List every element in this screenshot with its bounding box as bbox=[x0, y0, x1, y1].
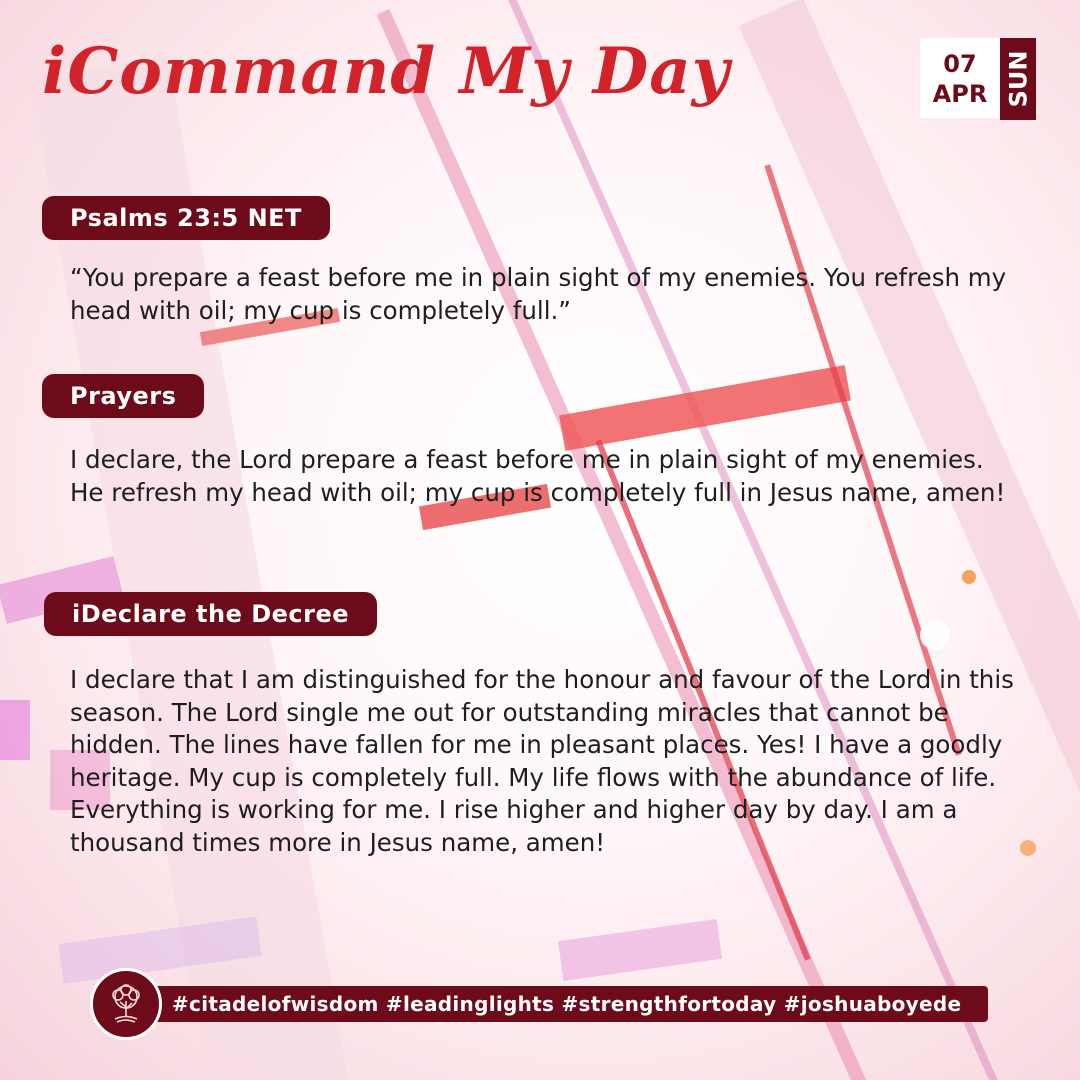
scripture-text: “You prepare a feast before me in plain sight of my enemies. You refresh my head with oil; my cup is completely full.” bbox=[70, 263, 1007, 325]
date-month: APR bbox=[932, 80, 988, 108]
date-day: 07 bbox=[943, 50, 977, 78]
hashtag-bar: #citadelofwisdom #leadinglights #strengthfortoday #joshuaboyede bbox=[128, 986, 988, 1022]
decree-label: iDeclare the Decree bbox=[44, 592, 377, 636]
prayers-text: I declare, the Lord prepare a feast before me in plain sight of my enemies. He refresh my head with oil; my cup is completely full in Jesus name, amen! bbox=[70, 445, 1006, 507]
weekday-label: SUN bbox=[1004, 50, 1033, 108]
scripture-label: Psalms 23:5 NET bbox=[42, 196, 330, 240]
page-title: iCommand My Day bbox=[42, 34, 730, 109]
prayers-label: Prayers bbox=[42, 374, 204, 418]
weekday-badge bbox=[1000, 38, 1036, 120]
decree-text: I declare that I am distinguished for the honour and favour of the Lord in this season. The Lord single me out for outstanding miracles that cannot be hidden. The lines have fallen for me in pleasant places. Yes! I have a goodly heritage. My cup is completely full. My life flows with the abundance of life. Everything is working for me. I rise higher and higher day by day. I am a thousand times more in Jesus name, amen! bbox=[70, 665, 1014, 857]
date-badge bbox=[920, 38, 1000, 118]
church-logo bbox=[90, 968, 162, 1040]
tree-icon bbox=[103, 981, 149, 1027]
